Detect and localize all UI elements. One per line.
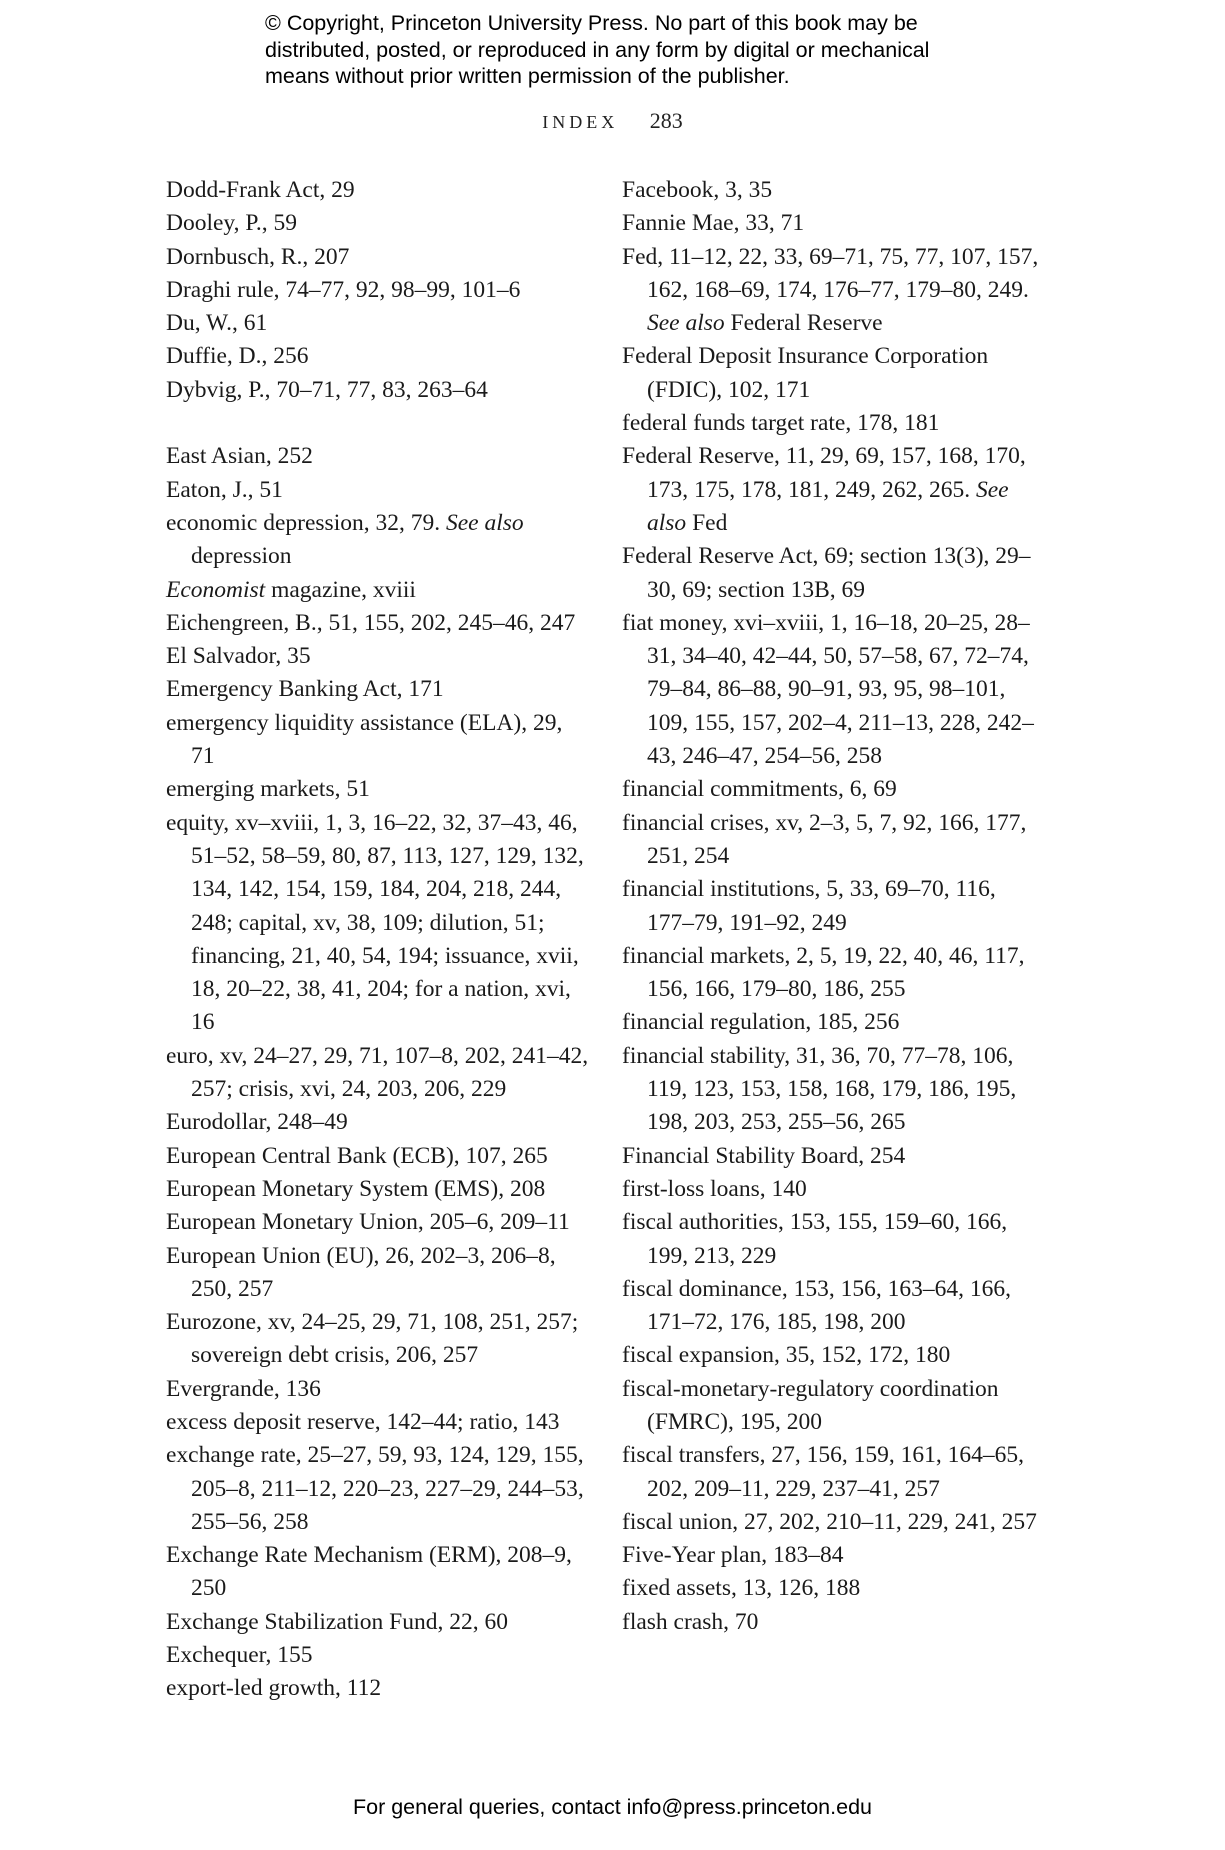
- index-entry: [166, 274, 591, 307]
- index-entry: [622, 1439, 1047, 1506]
- index-entry-text: financial markets, 2, 5, 19, 22, 40, 46, 117, 156, 166, 179–80, 186, 255: [622, 942, 1025, 1003]
- index-entry: [622, 1206, 1047, 1273]
- index-entry-text: Dybvig, P., 70–71, 77, 83, 263–64: [166, 376, 488, 403]
- index-entry-text: fiscal expansion, 35, 152, 172, 180: [622, 1342, 951, 1369]
- index-entry: [622, 873, 1047, 940]
- index-entry: [166, 1306, 591, 1373]
- index-entry-text: European Monetary System (EMS), 208: [166, 1175, 546, 1202]
- index-entry: [622, 1339, 1047, 1372]
- index-entry-text: emergency liquidity assistance (ELA), 29, 71: [166, 709, 563, 770]
- index-entry: [622, 241, 1047, 341]
- index-entry-text: Fannie Mae, 33, 71: [622, 210, 805, 237]
- index-entry: [166, 374, 591, 407]
- index-entry: [166, 241, 591, 274]
- index-entry: [166, 1373, 591, 1406]
- index-entry: [622, 1140, 1047, 1173]
- index-entry-text: Eurodollar, 248–49: [166, 1109, 348, 1136]
- index-entry: [166, 207, 591, 240]
- index-entry-text: Exchange Rate Mechanism (ERM), 208–9, 250: [166, 1542, 572, 1602]
- copyright-notice: [265, 10, 1005, 90]
- index-entry: [166, 307, 591, 340]
- index-entry: [166, 1173, 591, 1206]
- index-entry-italic: See also: [445, 509, 524, 536]
- index-entry-text: excess deposit reserve, 142–44; ratio, 143: [166, 1408, 560, 1435]
- page-number: 283: [649, 108, 683, 133]
- index-entry: [622, 174, 1047, 207]
- index-entry-text: financial institutions, 5, 33, 69–70, 116, 177–79, 191–92, 249: [622, 876, 996, 936]
- index-entry-text: first-loss loans, 140: [622, 1175, 807, 1202]
- index-entry-text: federal funds target rate, 178, 181: [622, 410, 940, 437]
- index-entry: [166, 673, 591, 706]
- index-entry: [166, 1240, 591, 1307]
- index-entry-text: Fed: [686, 509, 728, 536]
- index-entry-text: equity, xv–xviii, 1, 3, 16–22, 32, 37–43, 46, 51–52, 58–59, 80, 87, 113, 127, 129, 132, 134, 142, 154, 159, 184, 204, 218, 244, 248; capital, xv, 38, 109; dilution, 51; financing, 21, 40, 54, 194; issuance, xvii, 18, 20–22, 38, 41, 204; for a nation, xvi, 16: [166, 809, 584, 1036]
- index-entry-text: Du, W., 61: [166, 310, 268, 337]
- index-entry-text: fiscal union, 27, 202, 210–11, 229, 241, 257: [622, 1508, 1037, 1535]
- index-entry-text: Facebook, 3, 35: [622, 177, 773, 203]
- index-entry: [622, 540, 1047, 607]
- index-entry-text: Federal Reserve, 11, 29, 69, 157, 168, 170, 173, 175, 178, 181, 249, 262, 265.: [622, 443, 1026, 503]
- index-entry-text: Draghi rule, 74–77, 92, 98–99, 101–6: [166, 276, 521, 303]
- index-entry: [166, 507, 591, 574]
- index-entry-text: financial crises, xv, 2–3, 5, 7, 92, 166, 177, 251, 254: [622, 809, 1027, 869]
- index-entry-text: Exchequer, 155: [166, 1642, 313, 1669]
- index-entry: [166, 474, 591, 507]
- index-entry: [622, 940, 1047, 1007]
- index-entry-text: fiscal transfers, 27, 156, 159, 161, 164–65, 202, 209–11, 229, 237–41, 257: [622, 1442, 1025, 1502]
- index-entry: [166, 640, 591, 673]
- index-column-right: [622, 174, 1047, 1639]
- index-entry: [622, 1273, 1047, 1340]
- index-entry-text: El Salvador, 35: [166, 643, 311, 670]
- index-entry: [166, 1206, 591, 1239]
- index-entry-text: magazine, xviii: [265, 576, 416, 603]
- index-entry-text: Five-Year plan, 183–84: [622, 1542, 844, 1569]
- index-entry: [622, 407, 1047, 440]
- index-entry: [622, 1040, 1047, 1140]
- index-entry: [622, 773, 1047, 806]
- index-entry: [166, 773, 591, 806]
- index-entry: [166, 707, 591, 774]
- index-entry: [166, 1140, 591, 1173]
- index-entry-text: European Union (EU), 26, 202–3, 206–8, 250, 257: [166, 1242, 556, 1302]
- index-entry: [166, 1406, 591, 1439]
- copyright-line: distributed, posted, or reproduced in any form by digital or mechanical: [265, 37, 930, 62]
- index-entry: [622, 1006, 1047, 1039]
- index-entry-text: Evergrande, 136: [166, 1375, 321, 1402]
- index-entry: [166, 1106, 591, 1139]
- index-entry-text: fixed assets, 13, 126, 188: [622, 1575, 861, 1602]
- index-entry-text: financial stability, 31, 36, 70, 77–78, 106, 119, 123, 153, 158, 168, 179, 186, 195, 198, 203, 253, 255–56, 265: [622, 1042, 1017, 1136]
- copyright-line: © Copyright, Princeton University Press. No part of this book may be: [265, 11, 918, 35]
- index-entry-text: Federal Deposit Insurance Corporation (FDIC), 102, 171: [622, 343, 989, 403]
- index-entry-text: financial commitments, 6, 69: [622, 776, 897, 803]
- section-gap: [166, 407, 591, 440]
- index-entry-text: fiscal dominance, 153, 156, 163–64, 166, 171–72, 176, 185, 198, 200: [622, 1275, 1011, 1336]
- index-entry: [622, 1373, 1047, 1440]
- index-entry: [622, 807, 1047, 874]
- index-entry-text: Emergency Banking Act, 171: [166, 676, 444, 703]
- index-entry: [622, 1506, 1047, 1539]
- index-entry: [166, 807, 591, 1040]
- index-entry-text: export-led growth, 112: [166, 1675, 382, 1702]
- index-entry-text: fiscal authorities, 153, 155, 159–60, 166, 199, 213, 229: [622, 1209, 1008, 1269]
- index-entry: [166, 340, 591, 373]
- index-entry: [622, 1606, 1047, 1639]
- index-entry-text: flash crash, 70: [622, 1608, 759, 1635]
- index-entry: [622, 207, 1047, 240]
- index-entry-text: Fed, 11–12, 22, 33, 69–71, 75, 77, 107, 157, 162, 168–69, 174, 176–77, 179–80, 249.: [622, 243, 1039, 303]
- index-entry-text: Exchange Stabilization Fund, 22, 60: [166, 1608, 509, 1635]
- copyright-line: means without prior written permission of the publisher.: [265, 64, 790, 88]
- index-entry-italic: See also: [647, 476, 1009, 536]
- index-entry-text: Dornbusch, R., 207: [166, 243, 350, 270]
- index-entry-text: exchange rate, 25–27, 59, 93, 124, 129, 155, 205–8, 211–12, 220–23, 227–29, 244–53, 255–56, 258: [166, 1442, 584, 1535]
- index-entry-text: depression: [191, 543, 292, 570]
- index-entry-text: economic depression, 32, 79.: [166, 509, 446, 536]
- index-entry-text: Federal Reserve: [724, 310, 883, 337]
- index-entry-text: Eurozone, xv, 24–25, 29, 71, 108, 251, 257; sovereign debt crisis, 206, 257: [166, 1309, 579, 1369]
- index-entry: [166, 1672, 591, 1705]
- index-entry: [166, 440, 591, 473]
- index-entry: [622, 1173, 1047, 1206]
- index-entry-text: euro, xv, 24–27, 29, 71, 107–8, 202, 241–42, 257; crisis, xvi, 24, 203, 206, 229: [166, 1042, 589, 1103]
- index-entry-text: Eichengreen, B., 51, 155, 202, 245–46, 247: [166, 609, 576, 636]
- index-entry-text: fiat money, xvi–xviii, 1, 16–18, 20–25, 28–31, 34–40, 42–44, 50, 57–58, 67, 72–74, 79–84, 86–88, 90–91, 93, 95, 98–101, 109, 155, 157, 202–4, 211–13, 228, 242–43, 246–47, 254–56, 258: [622, 609, 1034, 770]
- index-entry-text: East Asian, 252: [166, 443, 313, 470]
- index-entry: [166, 1539, 591, 1606]
- index-entry-text: Dodd-Frank Act, 29: [166, 177, 355, 203]
- index-entry: [622, 1539, 1047, 1572]
- index-entry: [622, 340, 1047, 407]
- index-column-left: [166, 174, 591, 1706]
- index-entry-text: Dooley, P., 59: [166, 210, 297, 237]
- index-entry-text: financial regulation, 185, 256: [622, 1009, 900, 1036]
- running-head: [0, 108, 1225, 134]
- index-entry: [166, 574, 591, 607]
- index-entry-italic: Economist: [166, 576, 266, 603]
- index-entry: [166, 174, 591, 207]
- index-entry: [166, 1040, 591, 1107]
- index-entry-text: Financial Stability Board, 254: [622, 1142, 906, 1169]
- index-entry: [166, 607, 591, 640]
- footer-contact: For general queries, contact info@press.princeton.edu: [352, 1795, 872, 1819]
- index-entry: [166, 1439, 591, 1539]
- index-entry-text: Eaton, J., 51: [166, 476, 283, 503]
- index-entry-text: Duffie, D., 256: [166, 343, 309, 370]
- index-entry: [166, 1606, 591, 1639]
- index-entry: [622, 440, 1047, 540]
- index-entry-text: European Monetary Union, 205–6, 209–11: [166, 1209, 570, 1236]
- index-entry-text: Federal Reserve Act, 69; section 13(3), 29–30, 69; section 13B, 69: [622, 543, 1031, 603]
- running-head-label: INDEX: [542, 112, 619, 132]
- index-entry-text: European Central Bank (ECB), 107, 265: [166, 1142, 548, 1169]
- index-entry-text: fiscal-monetary-regulatory coordination (FMRC), 195, 200: [622, 1375, 999, 1435]
- index-entry: [166, 1639, 591, 1672]
- index-entry: [622, 607, 1047, 773]
- index-entry-italic: See also: [647, 310, 725, 337]
- index-entry: [622, 1572, 1047, 1605]
- index-entry-text: emerging markets, 51: [166, 776, 370, 803]
